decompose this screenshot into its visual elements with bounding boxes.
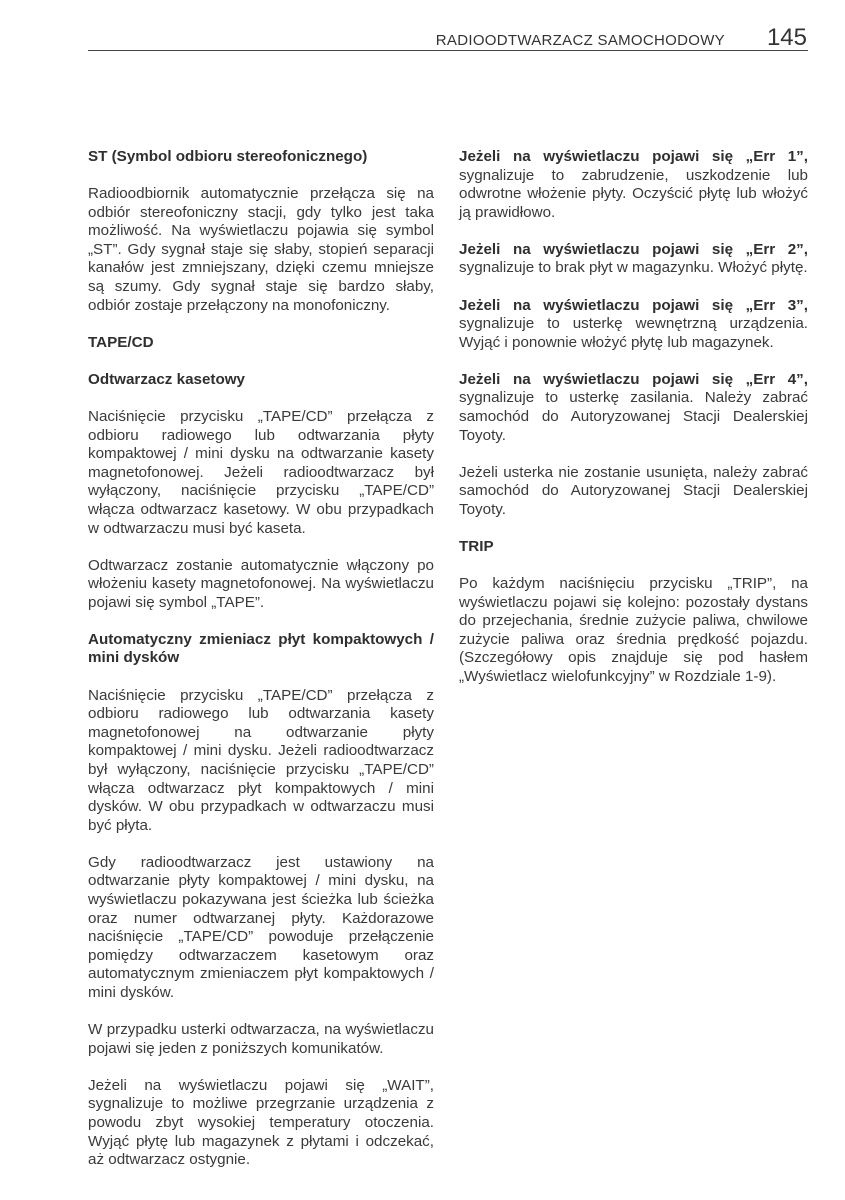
trip-paragraph: Po każdym naciśnięciu przycisku „TRIP”, na wyświetlaczu pojawi się kolejno: pozostały dystans do przejechania, średnie zużycie paliwa, chwilowe zużycie paliwa oraz średnia prędkość pojazdu. (Szczegółowy opis znajduje się pod hasłem „Wyświetlacz wielofunkcyjny” w Rozdziale 1-9).	[459, 575, 808, 686]
right-column	[459, 148, 808, 687]
changer-heading: Automatyczny zmieniacz płyt kompaktowych / mini dysków	[88, 630, 434, 667]
err4-paragraph	[459, 371, 808, 445]
err4-text: sygnalizuje to usterkę zasilania. Należy zabrać samochód do Autoryzowanej Stacji Dealerskiej Toyoty.	[459, 389, 808, 444]
left-column	[88, 148, 434, 1170]
err2-text: sygnalizuje to brak płyt w magazynku. Włożyć płytę.	[459, 259, 808, 277]
cassette-paragraph-1: Naciśnięcie przycisku „TAPE/CD” przełącza z odbioru radiowego lub odtwarzania płyty kompaktowej / mini dysku na odtwarzanie kasety magnetofonowej. Jeżeli radioodtwarzacz był wyłączony, naciśnięcie przycisku „TAPE/CD” włącza odtwarzacz kasetowy. W obu przypadkach w odtwarzaczu musi być kaseta.	[88, 407, 434, 537]
err3-text: sygnalizuje to usterkę wewnętrzną urządzenia. Wyjąć i ponownie włożyć płytę lub magazynek.	[459, 315, 808, 351]
running-header-title: RADIOODTWARZACZ SAMOCHODOWY	[435, 32, 725, 49]
err2-paragraph	[459, 241, 808, 278]
err1-lead: Jeżeli na wyświetlaczu pojawi się „Err 1”,	[459, 148, 808, 165]
tapecd-heading: TAPE/CD	[88, 333, 154, 351]
unresolved-paragraph: Jeżeli usterka nie zostanie usunięta, należy zabrać samochód do Autoryzowanej Stacji Dealerskiej Toyoty.	[459, 463, 808, 518]
st-paragraph: Radioodbiornik automatycznie przełącza się na odbiór stereofoniczny stacji, gdy tylko jest taka możliwość. Na wyświetlaczu pojawia się symbol „ST”. Gdy sygnał staje się słaby, stopień separacji kanałów jest zmniejszany, dzięki czemu mniejsze są szumy. Gdy sygnał staje się bardzo słaby, odbiór zostaje przełączony na monofoniczny.	[88, 185, 434, 314]
changer-paragraph-4: Jeżeli na wyświetlaczu pojawi się „WAIT”, sygnalizuje to możliwe przegrzanie urządzenia z powodu zbyt wysokiej temperatury otoczenia. Wyjąć płytę lub magazynek z płytami i odczekać, aż odtwarzacz ostygnie.	[88, 1076, 434, 1169]
header-rule	[88, 50, 808, 51]
err1-paragraph	[459, 148, 808, 222]
cassette-paragraph-2: Odtwarzacz zostanie automatycznie włączony po włożeniu kasety magnetofonowej. Na wyświetlaczu pojawi się symbol „TAPE”.	[88, 556, 434, 611]
page-number: 145	[766, 24, 807, 51]
err3-lead: Jeżeli na wyświetlaczu pojawi się „Err 3”,	[459, 296, 808, 314]
changer-paragraph-1: Naciśnięcie przycisku „TAPE/CD” przełącza z odbioru radiowego lub odtwarzania kasety magnetofonowej na odtwarzanie płyty kompaktowej / mini dysku. Jeżeli radioodtwarzacz był wyłączony, naciśnięcie przycisku „TAPE/CD” włącza odtwarzacz płyt kompaktowych / mini dysków. W obu przypadkach w odtwarzaczu musi być płyta.	[88, 686, 434, 834]
st-heading: ST (Symbol odbioru stereofonicznego)	[88, 148, 368, 165]
err2-lead: Jeżeli na wyświetlaczu pojawi się „Err 2”,	[459, 240, 808, 258]
changer-paragraph-3: W przypadku usterki odtwarzacza, na wyświetlaczu pojawi się jeden z poniższych komunikatów.	[88, 1021, 434, 1057]
err1-text: sygnalizuje to zabrudzenie, uszkodzenie lub odwrotne włożenie płyty. Oczyścić płytę lub włożyć ją prawidłowo.	[459, 166, 808, 221]
trip-heading: TRIP	[459, 538, 494, 555]
err3-paragraph	[459, 297, 808, 353]
cassette-heading: Odtwarzacz kasetowy	[88, 370, 245, 388]
err4-lead: Jeżeli na wyświetlaczu pojawi się „Err 4”,	[459, 370, 808, 388]
changer-paragraph-2: Gdy radioodtwarzacz jest ustawiony na odtwarzanie płyty kompaktowej / mini dysku, na wyświetlaczu pokazywana jest ścieżka lub ścieżka oraz numer odtwarzanej płyty. Każdorazowe naciśnięcie „TAPE/CD” powoduje przełączenie pomiędzy odtwarzaczem kasetowym oraz automatycznym zmieniaczem płyt kompaktowych / mini dysków.	[88, 853, 434, 1001]
